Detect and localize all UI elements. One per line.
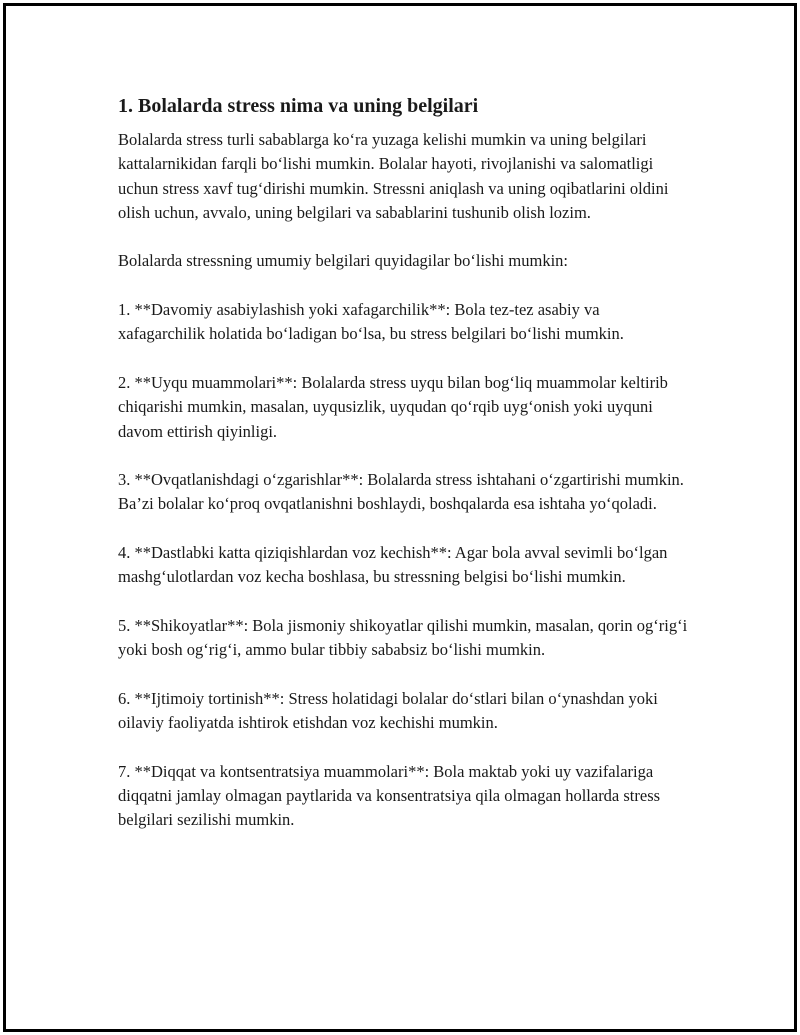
- list-item-eating: 3. **Ovqatlanishdagi o‘zgarishlar**: Bolalarda stress ishtahani o‘zgartirishi mumkin. Ba’zi bolalar ko‘proq ovqatlanishni boshlaydi, boshqalarda esa ishtaha yo‘qoladi.: [118, 470, 684, 514]
- list-item-complaints: 5. **Shikoyatlar**: Bola jismoniy shikoyatlar qilishi mumkin, masalan, qorin og‘rig‘i yoki bosh og‘rig‘i, ammo bular tibbiy sababsiz bo‘lishi mumkin.: [118, 615, 688, 660]
- list-item-concentration: 7. **Diqqat va kontsentratsiya muammolari**: Bola maktab yoki uy vazifalariga diqqatni jamlay olmagan paytlarida va konsentratsiya qila olmagan hollarda stress belgilari sezilishi mumkin.: [118, 761, 661, 830]
- list-item-social-withdrawal: 6. **Ijtimoiy tortinish**: Stress holatidagi bolalar do‘stlari bilan o‘ynashdan yoki oilaviy faoliyatda ishtirok etishdan voz kechishi mumkin.: [118, 688, 658, 733]
- intro-paragraph: Bolalarda stress turli sabablarga ko‘ra yuzaga kelishi mumkin va uning belgilari kattalarnikidan farqli bo‘lishi mumkin. Bolalar hayoti, rivojlanishi va salomatligi uchun stress xavf tug‘dirishi mumkin. Stressni aniqlash va uning oqibatlarini oldini olish uchun, avvalo, uning belgilari va sabablarini tushunib olish lozim.: [118, 130, 669, 222]
- list-item-sleep: 2. **Uyqu muammolari**: Bolalarda stress uyqu bilan bog‘liq muammolar keltirib chiqarishi mumkin, masalan, uyqusizlik, uyqudan qo‘rqib uyg‘onish yoki uyquni davom ettirish qiyinligi.: [118, 372, 668, 441]
- section-heading: 1. Bolalarda stress nima va uning belgilari: [118, 95, 479, 117]
- document-body: [118, 93, 688, 833]
- list-item-irritability: 1. **Davomiy asabiylashish yoki xafagarchilik**: Bola tez-tez asabiy va xafagarchilik holatida bo‘ladigan bo‘lsa, bu stress belgilari bo‘lishi mumkin.: [118, 300, 624, 344]
- list-intro-paragraph: Bolalarda stressning umumiy belgilari quyidagilar bo‘lishi mumkin:: [118, 251, 569, 271]
- list-item-interests: 4. **Dastlabki katta qiziqishlardan voz kechish**: Agar bola avval sevimli bo‘lgan mashg‘ulotlardan voz kecha boshlasa, bu stressning belgisi bo‘lishi mumkin.: [118, 543, 668, 587]
